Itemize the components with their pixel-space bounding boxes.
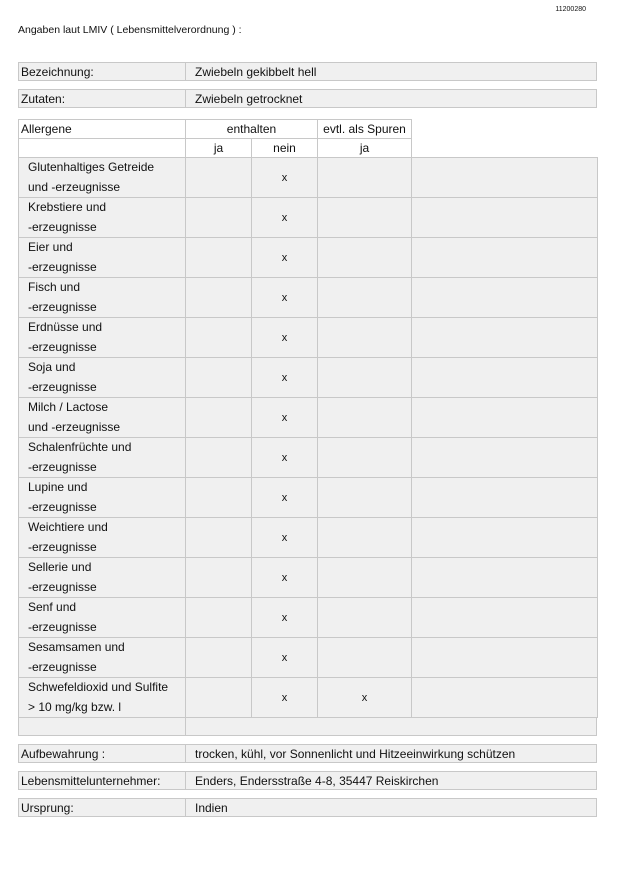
allergen-row bbox=[19, 238, 598, 278]
allergen-row bbox=[19, 158, 598, 198]
allergen-row bbox=[19, 678, 598, 718]
allergen-row bbox=[19, 478, 598, 518]
allergen-spuren-cell bbox=[318, 318, 412, 358]
allergen-nein-cell: x bbox=[252, 478, 318, 518]
allergen-extra-cell bbox=[412, 238, 598, 278]
ursprung-value: Indien bbox=[195, 800, 228, 815]
allergen-nein-cell: x bbox=[252, 278, 318, 318]
allergen-name-line1: Senf und bbox=[28, 600, 77, 614]
zutaten-value: Zwiebeln getrocknet bbox=[195, 91, 303, 106]
allergen-name bbox=[19, 638, 186, 678]
allergen-name-line2: -erzeugnisse bbox=[28, 619, 97, 634]
allergen-name-line1: Schwefeldioxid und Sulfite bbox=[28, 680, 169, 694]
allergen-spuren-cell bbox=[318, 198, 412, 238]
allergen-spuren-cell bbox=[318, 598, 412, 638]
allergen-name-line1: Erdnüsse und bbox=[28, 320, 103, 334]
allergen-name-line1: Lupine und bbox=[28, 480, 88, 494]
allergen-extra-cell bbox=[412, 158, 598, 198]
allergen-name-line2: -erzeugnisse bbox=[28, 259, 97, 274]
allergen-nein-cell: x bbox=[252, 358, 318, 398]
allergen-extra-cell bbox=[412, 398, 598, 438]
allergen-row bbox=[19, 638, 598, 678]
allergene-header: Allergene bbox=[19, 120, 186, 139]
allergen-nein-cell: x bbox=[252, 598, 318, 638]
allergen-ja-cell bbox=[186, 678, 252, 718]
aufbewahrung-label: Aufbewahrung : bbox=[21, 746, 106, 761]
aufbewahrung-value: trocken, kühl, vor Sonnenlicht und Hitzeeinwirkung schützen bbox=[195, 746, 516, 761]
allergen-name bbox=[19, 438, 186, 478]
allergen-name-line2: -erzeugnisse bbox=[28, 579, 97, 594]
allergen-name bbox=[19, 278, 186, 318]
allergen-spuren-cell bbox=[318, 398, 412, 438]
allergen-spuren-cell bbox=[318, 158, 412, 198]
zutaten-row bbox=[18, 89, 597, 108]
allergen-name-line1: Schalenfrüchte und bbox=[28, 440, 132, 454]
allergen-ja-cell bbox=[186, 598, 252, 638]
zutaten-label: Zutaten: bbox=[21, 91, 66, 106]
allergen-ja-cell bbox=[186, 238, 252, 278]
allergen-spuren-cell bbox=[318, 278, 412, 318]
bezeichnung-label: Bezeichnung: bbox=[21, 64, 94, 79]
allergen-name bbox=[19, 478, 186, 518]
allergen-spuren-cell bbox=[318, 438, 412, 478]
allergen-extra-cell bbox=[412, 358, 598, 398]
allergen-nein-cell: x bbox=[252, 318, 318, 358]
allergen-name-line1: Weichtiere und bbox=[28, 520, 108, 534]
allergen-name bbox=[19, 518, 186, 558]
allergen-name-line2: -erzeugnisse bbox=[28, 459, 97, 474]
allergen-name-line1: Soja und bbox=[28, 360, 76, 374]
allergen-ja-cell bbox=[186, 278, 252, 318]
ja-subheader: ja bbox=[186, 139, 252, 158]
allergen-spuren-cell: x bbox=[318, 678, 412, 718]
allergen-spuren-cell bbox=[318, 358, 412, 398]
allergen-name bbox=[19, 318, 186, 358]
allergen-name-line1: Fisch und bbox=[28, 280, 81, 294]
allergen-name-line1: Eier und bbox=[28, 240, 73, 254]
allergen-nein-cell: x bbox=[252, 198, 318, 238]
allergen-row bbox=[19, 398, 598, 438]
allergen-name-line2: > 10 mg/kg bzw. l bbox=[28, 699, 122, 714]
allergen-name-line1: Krebstiere und bbox=[28, 200, 107, 214]
allergen-extra-cell bbox=[412, 278, 598, 318]
allergen-ja-cell bbox=[186, 398, 252, 438]
allergen-nein-cell: x bbox=[252, 518, 318, 558]
allergen-spuren-cell bbox=[318, 518, 412, 558]
allergen-name-line2: -erzeugnisse bbox=[28, 299, 97, 314]
allergen-name-line2: -erzeugnisse bbox=[28, 539, 97, 554]
allergen-ja-cell bbox=[186, 638, 252, 678]
allergen-name-line2: -erzeugnisse bbox=[28, 219, 97, 234]
allergen-name-line2: -erzeugnisse bbox=[28, 339, 97, 354]
allergen-name bbox=[19, 358, 186, 398]
allergen-name-line2: und -erzeugnisse bbox=[28, 179, 121, 194]
allergen-name-line2: -erzeugnisse bbox=[28, 379, 97, 394]
allergen-extra-cell bbox=[412, 678, 598, 718]
allergen-name-line2: -erzeugnisse bbox=[28, 499, 97, 514]
bezeichnung-value: Zwiebeln gekibbelt hell bbox=[195, 64, 317, 79]
allergen-extra-cell bbox=[412, 638, 598, 678]
allergen-row bbox=[19, 598, 598, 638]
allergen-nein-cell: x bbox=[252, 438, 318, 478]
allergen-row bbox=[19, 558, 598, 598]
allergen-name-line1: Sellerie und bbox=[28, 560, 92, 574]
allergen-name bbox=[19, 598, 186, 638]
unternehmer-row bbox=[18, 771, 597, 790]
document-number: 11200280 bbox=[555, 6, 586, 13]
intro-text: Angaben laut LMIV ( Lebensmittelverordnung ) : bbox=[18, 24, 242, 36]
allergen-nein-cell: x bbox=[252, 678, 318, 718]
allergen-spuren-cell bbox=[318, 238, 412, 278]
allergen-extra-cell bbox=[412, 518, 598, 558]
allergen-ja-cell bbox=[186, 198, 252, 238]
allergen-nein-cell: x bbox=[252, 558, 318, 598]
allergen-extra-cell bbox=[412, 318, 598, 358]
allergen-ja-cell bbox=[186, 358, 252, 398]
allergen-row bbox=[19, 518, 598, 558]
allergen-extra-cell bbox=[412, 478, 598, 518]
nein-subheader: nein bbox=[252, 139, 318, 158]
allergen-ja-cell bbox=[186, 158, 252, 198]
allergen-ja-cell bbox=[186, 478, 252, 518]
allergen-ja-cell bbox=[186, 558, 252, 598]
allergen-nein-cell: x bbox=[252, 638, 318, 678]
allergen-name bbox=[19, 198, 186, 238]
unternehmer-value: Enders, Endersstraße 4-8, 35447 Reiskirchen bbox=[195, 773, 439, 788]
ursprung-label: Ursprung: bbox=[21, 800, 74, 815]
empty-row bbox=[18, 717, 597, 736]
allergen-row bbox=[19, 278, 598, 318]
bezeichnung-row bbox=[18, 62, 597, 81]
allergen-nein-cell: x bbox=[252, 238, 318, 278]
allergen-row bbox=[19, 318, 598, 358]
allergen-row bbox=[19, 358, 598, 398]
allergen-name bbox=[19, 158, 186, 198]
allergen-name-line2: -erzeugnisse bbox=[28, 659, 97, 674]
allergen-extra-cell bbox=[412, 558, 598, 598]
spuren-header: evtl. als Spuren bbox=[318, 120, 412, 139]
allergen-extra-cell bbox=[412, 198, 598, 238]
spuren-ja-subheader: ja bbox=[318, 139, 412, 158]
allergen-spuren-cell bbox=[318, 558, 412, 598]
allergen-ja-cell bbox=[186, 518, 252, 558]
allergen-name-line1: Milch / Lactose bbox=[28, 400, 109, 414]
allergen-nein-cell: x bbox=[252, 398, 318, 438]
allergen-name-line2: und -erzeugnisse bbox=[28, 419, 121, 434]
allergen-row bbox=[19, 438, 598, 478]
allergen-extra-cell bbox=[412, 438, 598, 478]
allergen-row bbox=[19, 198, 598, 238]
aufbewahrung-row bbox=[18, 744, 597, 763]
allergen-name-line1: Sesamsamen und bbox=[28, 640, 125, 654]
allergen-name bbox=[19, 398, 186, 438]
allergen-table bbox=[18, 119, 598, 718]
allergen-extra-cell bbox=[412, 598, 598, 638]
unternehmer-label: Lebensmittelunternehmer: bbox=[21, 773, 161, 788]
allergen-spuren-cell bbox=[318, 478, 412, 518]
allergen-name bbox=[19, 558, 186, 598]
allergen-name-line1: Glutenhaltiges Getreide bbox=[28, 160, 155, 174]
allergen-ja-cell bbox=[186, 438, 252, 478]
allergen-spuren-cell bbox=[318, 638, 412, 678]
ursprung-row bbox=[18, 798, 597, 817]
allergen-ja-cell bbox=[186, 318, 252, 358]
allergen-name bbox=[19, 678, 186, 718]
enthalten-header: enthalten bbox=[186, 120, 318, 139]
allergen-name bbox=[19, 238, 186, 278]
allergen-nein-cell: x bbox=[252, 158, 318, 198]
